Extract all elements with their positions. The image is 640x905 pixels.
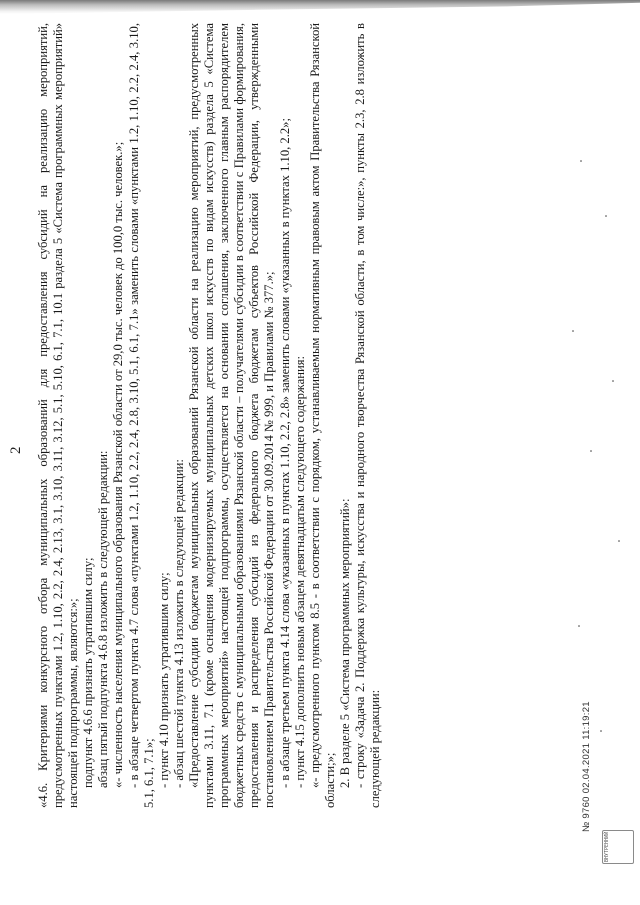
page-number: 2 <box>8 446 24 454</box>
registration-stamp: ВНУТРЕННИЙ <box>602 830 634 864</box>
paragraph-population: «- численность населения муниципального образования Рязанской области от 29,0 тыс. человек до 100,0 тыс. человек.»; <box>111 141 126 788</box>
paragraph-clause-4-14: - в абзаце третьем пункта 4.14 слова «указанных в пунктах 1.10, 2.2, 2.8» заменить словами «указанных в пунктах 1.10, 2.2»; <box>277 118 292 788</box>
paragraph-clause-4-15: - пункт 4.15 дополнить новым абзацем девятнадцатым следующего содержания: <box>292 356 307 788</box>
paragraph-criteria: «4.6. Критериями конкурсного отбора муниципальных образований для предоставления субсидий на реализацию мероприятий, предусмотренных пунктами 1.2, 1.10, 2.2, 2.4, 2.13, 3.1, 3.10, 3.11, 3.12, 5.1, 5.10, 6.1, 7.1, 10.1 раздела 5 «Система программных мероприятий» настоящей подпрограммы, являются:»; <box>36 23 81 808</box>
paragraph-clause-4-7: - в абзаце четвертом пункта 4.7 слова «пунктами 1.2, 1.10, 2.2, 2.4, 2.8, 3.10, 5.1, 6.1, 7.1» заменить словами «пунктами 1.2, 1.10, 2.2, 2.4, 3.10, 5.1, 6.1, 7.1»; <box>126 23 156 808</box>
paragraph-section-5: 2. В разделе 5 «Система программных мероприятий»: <box>337 498 352 788</box>
paragraph-clause-8-5: «- предусмотренного пунктом 8.5 - в соответствии с порядком, устанавливаемым нормативным правовым актом Правительства Рязанской области;»; <box>307 23 337 808</box>
paragraph-clause-4-10: - пункт 4.10 признать утратившим силу; <box>156 572 171 788</box>
paragraph-subsidy-provision: «Предоставление субсидии бюджетам муниципальных образований Рязанской области на реализацию мероприятий, предусмотренных пунктами 3.11, 7.1 (кроме оснащения модернизируемых муниципальных детских школ искусств по видам искусств) раздела 5 «Система программных мероприятий» настоящей подпрограммы, осуществляется на основании соглашения, заключенного главным распорядителем бюджетных средств с муниципальными образованиями Рязанской области – получателями субсидии в соответствии с Правилами формирования, предоставления и распределения субсидий из федерального бюджета бюджетам субъектов Российской Федерации, утвержденными постановлением Правительства Российской Федерации от 30.09.2014 № 999, и Правилами № 377.»; <box>186 23 277 808</box>
paragraph-subclause-4-6-8: абзац пятый подпункта 4.6.8 изложить в следующей редакции: <box>96 450 111 788</box>
document-registration-number: № 9760 02.04.2021 11:19:21 <box>581 701 592 832</box>
rotated-document-page <box>0 4 636 884</box>
paragraph-subclause-4-6-6: подпункт 4.6.6 признать утратившим силу; <box>81 557 96 788</box>
paragraph-task-2: - строку «Задача 2. Поддержка культуры, искусства и народного творчества Рязанской области, в том числе:», пункты 2.3, 2.8 изложить в следующей редакции: <box>352 23 383 808</box>
document-body <box>36 23 383 808</box>
paragraph-clause-4-13: - абзац шестой пункта 4.13 изложить в следующей редакции: <box>171 459 186 788</box>
